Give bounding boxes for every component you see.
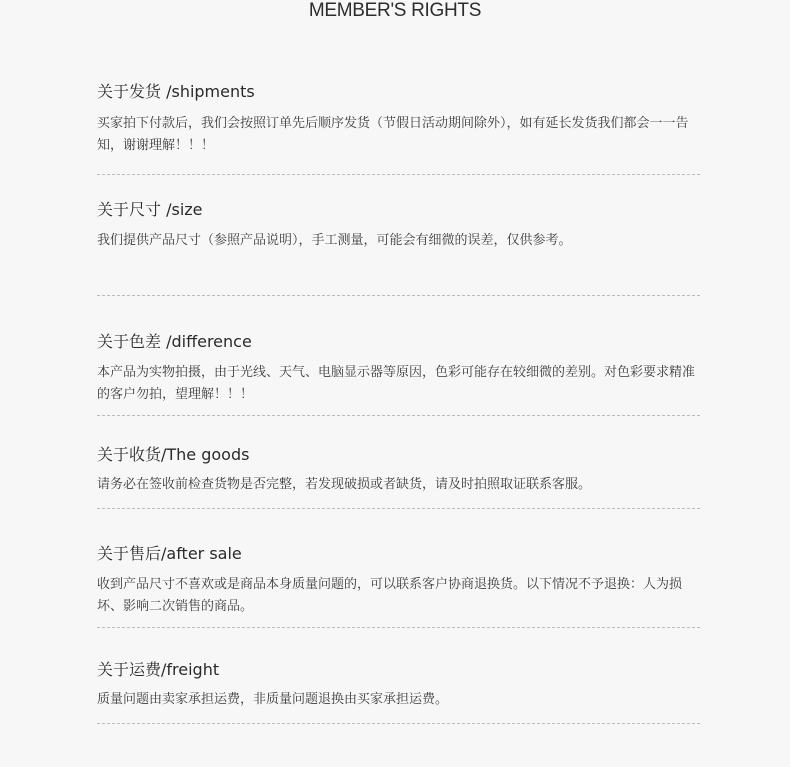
- section-heading-freight: 关于运费/freight: [97, 660, 220, 679]
- section-shipments: [97, 80, 700, 175]
- page-title: MEMBER'S RIGHTS: [308, 0, 482, 21]
- section-heading-goods: 关于收货/The goods: [97, 445, 250, 464]
- section-freight: [97, 628, 700, 724]
- section-heading-after-sale: 关于售后/after sale: [97, 544, 242, 563]
- section-body-difference: 本产品为实物拍摄，由于光线、天气、电脑显示器等原因，色彩可能存在较细微的差别。对色彩要求精准的客户勿拍，望理解！！！: [97, 365, 696, 402]
- section-heading-shipments: 关于发货 /shipments: [97, 82, 255, 101]
- section-after-sale: [97, 509, 700, 628]
- section-body-freight: 质量问题由卖家承担运费，非质量问题退换由买家承担运费。: [97, 692, 449, 707]
- section-body-shipments: 买家拍下付款后，我们会按照订单先后顺序发货（节假日活动期间除外），如有延长发货我们都会一一告知，谢谢理解！！！: [97, 116, 689, 153]
- section-body-size: 我们提供产品尺寸（参照产品说明），手工测量，可能会有细微的误差，仅供参考。: [97, 233, 572, 248]
- section-heading-size: 关于尺寸 /size: [97, 200, 203, 219]
- section-body-after-sale: 收到产品尺寸不喜欢或是商品本身质量问题的，可以联系客户协商退换货。以下情况不予退换：人为损坏、影响二次销售的商品。: [97, 577, 683, 614]
- section-size: [97, 175, 700, 296]
- section-difference: [97, 296, 700, 416]
- section-body-goods: 请务必在签收前检查货物是否完整，若发现破损或者缺货，请及时拍照取证联系客服。: [97, 477, 592, 492]
- section-goods: [97, 416, 700, 509]
- section-heading-difference: 关于色差 /difference: [97, 332, 252, 351]
- rights-section-list: [97, 80, 700, 724]
